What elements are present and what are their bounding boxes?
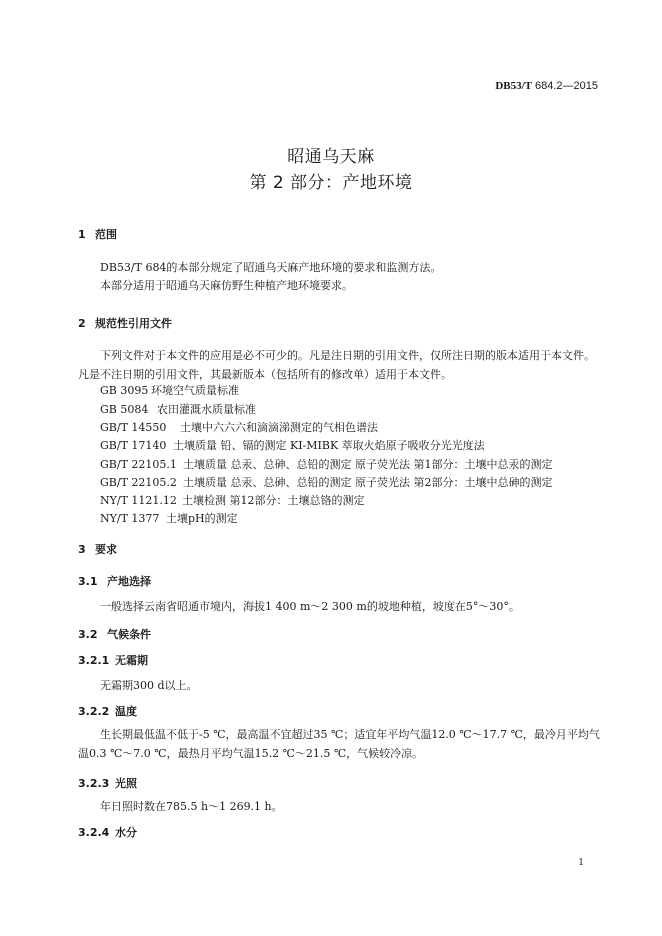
reference-title: 土壤pH的测定 [166, 512, 238, 525]
section-1-para-1: DB53/T 684的本部分规定了昭通乌天麻产地环境的要求和监测方法。 [100, 261, 442, 274]
title-main: 昭通乌天麻 [287, 147, 375, 167]
section-title: 温度 [115, 705, 137, 718]
reference-item [100, 474, 553, 490]
section-number: 3.2.3 [78, 777, 110, 790]
section-3-2-3-text: 年日照时数在785.5 h～1 269.1 h。 [100, 800, 283, 813]
section-3-2-2-text: 生长期最低温不低于-5 ℃，最高温不宜超过35 ℃；适宜年平均气温12.0 ℃～17.7 ℃，最冷月平均气温0.3 ℃～7.0 ℃，最热月平均气温15.2 ℃～21.5 ℃，气候较冷凉。 [78, 728, 600, 760]
section-number: 3.1 [78, 575, 98, 588]
reference-item [100, 510, 238, 526]
reference-code: GB 5084 [100, 403, 149, 416]
reference-code: NY/T 1121.12 [100, 494, 177, 507]
reference-code: GB/T 22105.2 [100, 476, 177, 489]
reference-item [100, 456, 553, 472]
section-number: 2 [78, 317, 86, 330]
reference-title: 土壤质量 总汞、总砷、总铅的测定 原子荧光法 第2部分：土壤中总砷的测定 [183, 476, 553, 489]
reference-item [100, 382, 239, 398]
document-code-number: 684.2—2015 [535, 80, 598, 92]
section-number: 1 [78, 228, 86, 241]
reference-title: 农田灌溉水质量标准 [157, 403, 256, 416]
reference-code: GB/T 22105.1 [100, 458, 177, 471]
reference-title: 土壤质量 总汞、总砷、总铅的测定 原子荧光法 第1部分：土壤中总汞的测定 [183, 458, 553, 471]
section-number: 3 [78, 543, 86, 556]
section-title: 要求 [95, 543, 117, 556]
section-title: 光照 [115, 777, 137, 790]
section-title: 气候条件 [107, 628, 151, 641]
reference-code: NY/T 1377 [100, 512, 160, 525]
section-number: 3.2.2 [78, 705, 110, 718]
section-title: 水分 [115, 826, 137, 839]
section-number: 3.2 [78, 628, 98, 641]
section-3-1-heading [78, 573, 151, 589]
section-3-2-1-text: 无霜期300 d以上。 [100, 679, 198, 692]
reference-code: GB 3095 [100, 384, 149, 397]
section-1-heading [78, 226, 117, 242]
document-code-prefix: DB53/T [495, 80, 532, 92]
section-3-2-heading [78, 626, 151, 642]
reference-title: 土壤质量 铅、镉的测定 KI-MIBK 萃取火焰原子吸收分光光度法 [173, 439, 485, 452]
section-title: 范围 [95, 228, 117, 241]
section-1-para-2: 本部分适用于昭通乌天麻仿野生种植产地环境要求。 [100, 279, 353, 292]
reference-title: 土壤中六六六和滴滴涕测定的气相色谱法 [180, 421, 378, 434]
reference-item [100, 437, 485, 453]
section-3-2-2-heading [78, 703, 137, 719]
section-title: 无霜期 [115, 654, 148, 667]
page-number: 1 [578, 858, 584, 868]
reference-item [100, 492, 365, 508]
section-3-2-1-heading [78, 652, 148, 668]
section-3-1-text: 一般选择云南省昭通市境内，海拔1 400 m～2 300 m的坡地种植，坡度在5°～30°。 [100, 600, 520, 613]
section-number: 3.2.1 [78, 654, 110, 667]
reference-item [100, 401, 256, 417]
section-2-heading [78, 315, 172, 331]
section-2-intro: 下列文件对于本文件的应用是必不可少的。凡是注日期的引用文件，仅所注日期的版本适用于本文件。凡是不注日期的引用文件，其最新版本（包括所有的修改单）适用于本文件。 [78, 349, 595, 381]
section-number: 3.2.4 [78, 826, 110, 839]
section-title: 产地选择 [107, 575, 151, 588]
document-code [495, 79, 598, 92]
section-3-2-4-heading [78, 824, 137, 840]
section-3-heading [78, 541, 117, 557]
reference-code: GB/T 17140 [100, 439, 167, 452]
reference-title: 环境空气质量标准 [151, 384, 239, 397]
document-title [0, 144, 662, 196]
section-3-2-3-heading [78, 775, 137, 791]
section-title: 规范性引用文件 [95, 317, 172, 330]
title-part: 第 2 部分：产地环境 [249, 173, 413, 193]
reference-item [100, 419, 378, 435]
reference-code: GB/T 14550 [100, 421, 167, 434]
reference-title: 土壤检测 第12部分：土壤总铬的测定 [182, 494, 365, 507]
